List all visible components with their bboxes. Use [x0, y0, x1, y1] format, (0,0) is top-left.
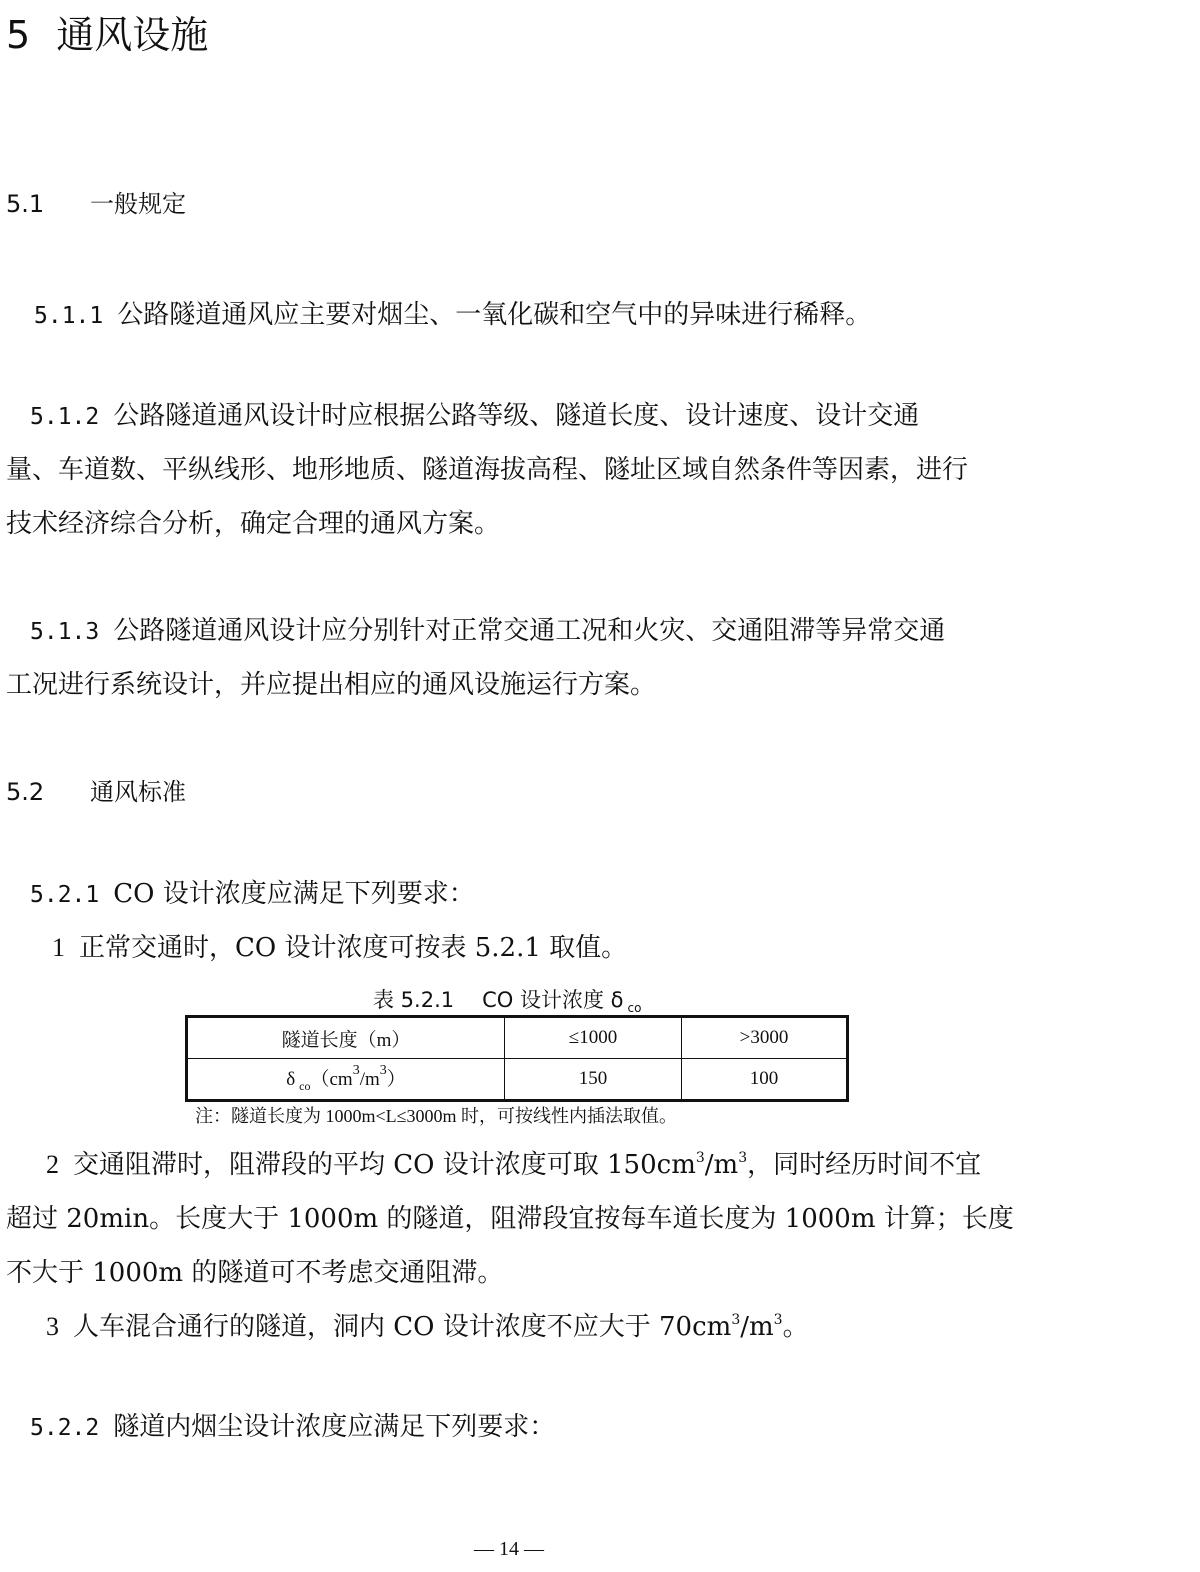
superscript: 3 [695, 1150, 705, 1166]
section-number: 5.1 [6, 190, 45, 218]
clause-5-2-1-item-2-line-3: 不大于 1000m 的隧道可不考虑交通阻滞。 [6, 1258, 504, 1288]
clause-number: 5.2.1 [30, 882, 100, 908]
clause-5-1-1 [34, 288, 871, 343]
table-note: 注：隧道长度为 1000m<L≤3000m 时，可按线性内插法取值。 [195, 1106, 678, 1126]
clause-5-1-2-line-2: 量、车道数、平纵线形、地形地质、隧道海拔高程、隧址区域自然条件等因素，进行 [6, 455, 969, 485]
clause-number: 5.1.1 [34, 303, 104, 329]
item-text: /m [704, 1150, 739, 1180]
section-heading-5-1 [6, 184, 186, 219]
co-concentration-table [185, 1015, 849, 1102]
clause-text: CO 设计浓度应满足下列要求： [113, 879, 475, 909]
clause-text: 公路隧道通风设计时应根据公路等级、隧道长度、设计速度、设计交通 [113, 401, 920, 431]
unit-part: ） [386, 1069, 406, 1090]
row-label-cell [187, 1059, 505, 1101]
clause-5-2-1 [30, 867, 475, 922]
item-text: 正常交通时，CO 设计浓度可按表 5.2.1 取值。 [79, 933, 628, 963]
table-caption-number: 表 5.2.1 [373, 988, 455, 1012]
clause-number: 5.2.2 [30, 1415, 100, 1441]
clause-text: 公路隧道通风设计应分别针对正常交通工况和火灾、交通阻滞等异常交通 [113, 616, 946, 646]
item-number: 1 [52, 933, 65, 962]
clause-5-1-3-line-2: 工况进行系统设计，并应提出相应的通风设施运行方案。 [6, 670, 657, 700]
clause-text: 公路隧道通风应主要对烟尘、一氧化碳和空气中的异味进行稀释。 [117, 300, 872, 330]
item-text: ，同时经历时间不宜 [747, 1150, 982, 1180]
item-number: 2 [46, 1150, 59, 1179]
item-text: /m [740, 1312, 774, 1342]
table-caption-subscript: co [627, 1001, 642, 1015]
unit-superscript: 3 [352, 1063, 360, 1078]
superscript: 3 [738, 1150, 748, 1166]
header-cell-tunnel-length: 隧道长度（m） [187, 1017, 505, 1059]
item-number: 3 [46, 1312, 59, 1341]
value-cell-le-1000: 150 [505, 1059, 682, 1101]
clause-5-2-2 [30, 1400, 555, 1455]
table-row [187, 1059, 848, 1101]
section-title: 通风标准 [90, 778, 186, 806]
page-number: — 14 — [474, 1538, 544, 1560]
clause-5-2-1-item-3 [46, 1300, 809, 1354]
unit-part: /m [359, 1069, 380, 1090]
clause-number: 5.1.3 [30, 619, 100, 645]
chapter-heading [6, 4, 208, 59]
header-cell-gt-3000: >3000 [682, 1017, 848, 1059]
clause-text: 隧道内烟尘设计浓度应满足下列要求： [113, 1412, 556, 1442]
superscript: 3 [731, 1312, 741, 1328]
clause-5-2-1-item-1 [52, 921, 627, 975]
unit-superscript: 3 [379, 1063, 387, 1078]
item-text: 人车混合通行的隧道，洞内 CO 设计浓度不应大于 70cm [73, 1312, 732, 1342]
table-header-row [187, 1017, 848, 1059]
table-caption [373, 984, 641, 1015]
superscript: 3 [773, 1312, 783, 1328]
section-title: 一般规定 [90, 190, 186, 218]
unit-part: （cm [310, 1069, 353, 1090]
value-cell-gt-3000: 100 [682, 1059, 848, 1101]
item-text: 交通阻滞时，阻滞段的平均 CO 设计浓度可取 150cm [73, 1150, 696, 1180]
chapter-title: 通风设施 [56, 13, 209, 57]
clause-5-1-2-line-1 [30, 389, 919, 444]
clause-number: 5.1.2 [30, 404, 100, 430]
clause-5-2-1-item-2-line-1 [46, 1138, 981, 1192]
header-cell-le-1000: ≤1000 [505, 1017, 682, 1059]
clause-5-2-1-item-2-line-2: 超过 20min。长度大于 1000m 的隧道，阻滞段宜按每车道长度为 1000m 计算；长度 [6, 1204, 1014, 1234]
clause-5-1-2-line-3: 技术经济综合分析，确定合理的通风方案。 [6, 509, 501, 539]
section-heading-5-2 [6, 772, 186, 807]
section-number: 5.2 [6, 778, 45, 806]
item-text: 。 [782, 1312, 809, 1342]
delta-symbol: δ [286, 1069, 296, 1090]
delta-subscript: co [299, 1079, 311, 1093]
clause-5-1-3-line-1 [30, 604, 945, 659]
chapter-number: 5 [6, 13, 31, 57]
table-caption-text: CO 设计浓度 δ [482, 988, 624, 1012]
